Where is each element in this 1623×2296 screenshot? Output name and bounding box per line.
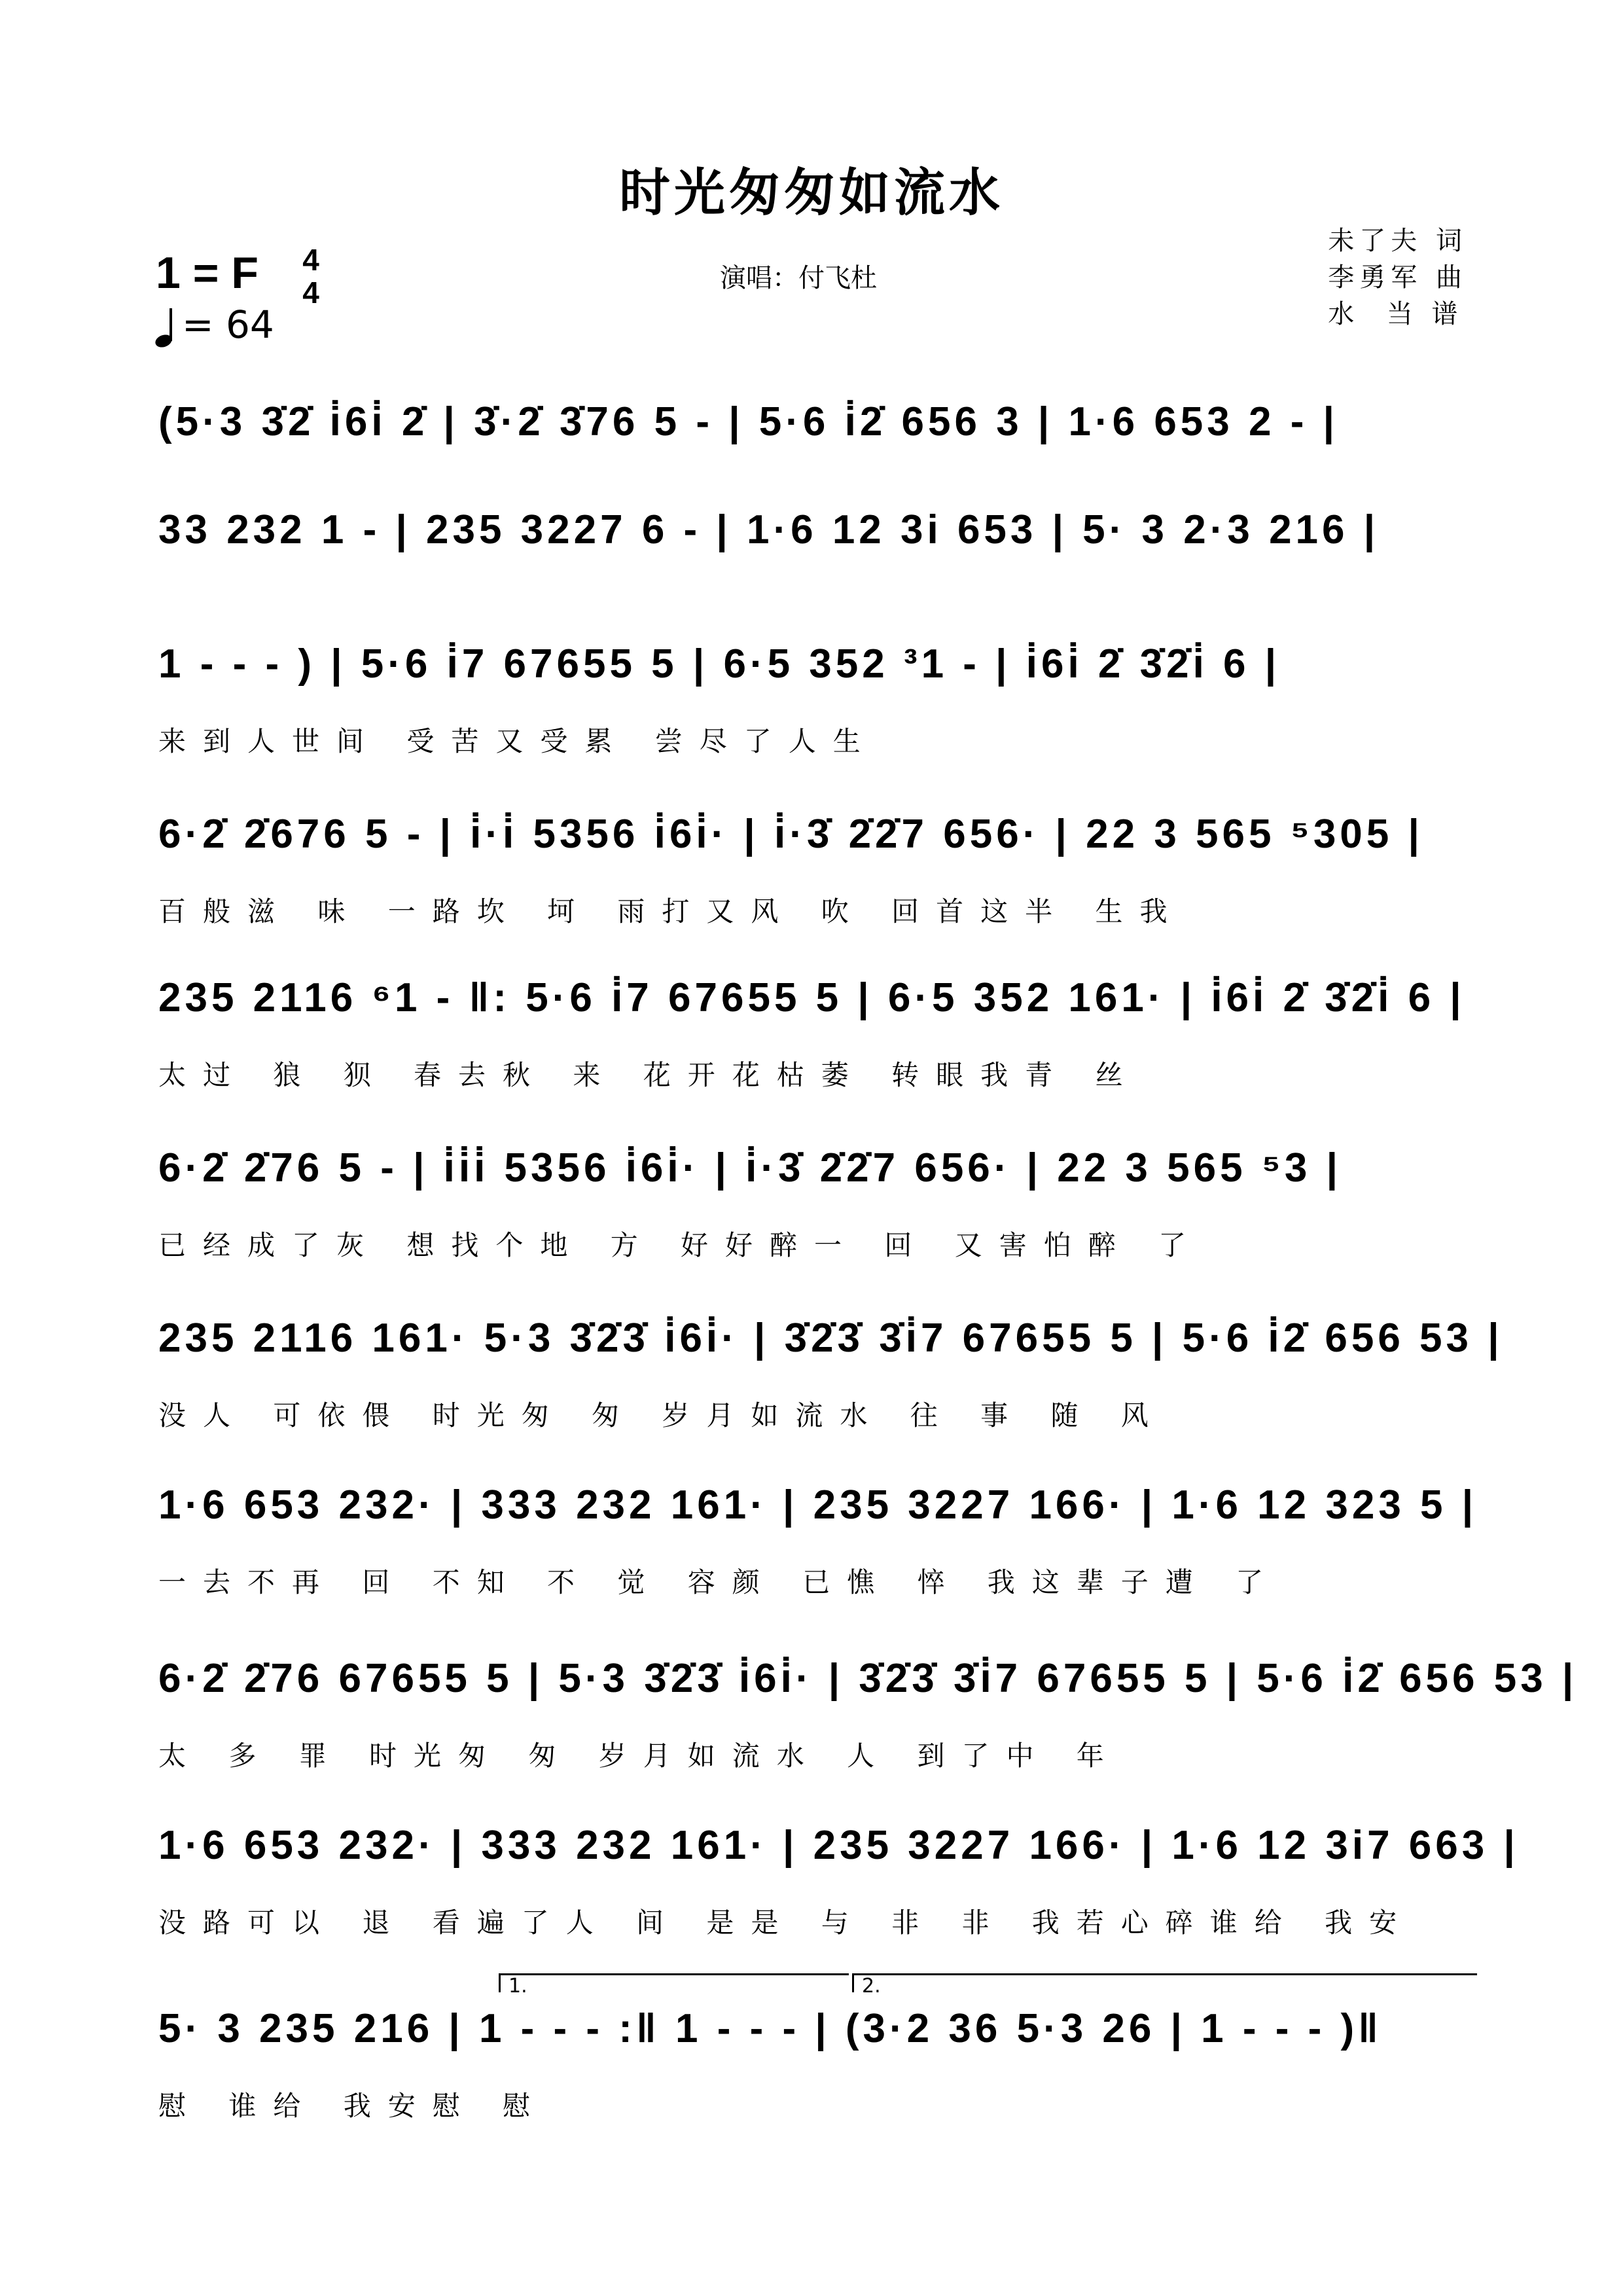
notation-line: 6·2̇ 2̇76 67655 5 | 5·3 3̇2̇3̇ i̇6i̇· | 3̇2̇3̇ 3̇i̇7 67655 5 | 5·6 i̇2̇ 656 53 |	[158, 1656, 1578, 1701]
lyric-line: 慰 谁给 我安慰 慰	[158, 2090, 548, 2122]
notation-line: 235 2116 161· 5·3 3̇2̇3̇ i̇6i̇· | 3̇2̇3̇ 3̇i̇7 67655 5 | 5·6 i̇2̇ 656 53 |	[158, 1316, 1503, 1361]
score-line	[152, 1302, 1503, 1431]
tempo-marking	[154, 302, 274, 348]
score-line	[152, 1975, 1467, 2122]
lyric-line: 百般滋 味 一路坎 坷 雨打又风 吹 回首这半 生我	[158, 895, 1185, 927]
score-line	[152, 1132, 1467, 1261]
key-signature: 1 = F	[156, 248, 259, 298]
lyric-line: 一去不再 回 不知 不 觉 容颜 已憔 悴 我这辈子遭 了	[158, 1566, 1281, 1598]
time-signature	[294, 243, 327, 309]
lyricist-credit: 未了夫 词	[1328, 226, 1467, 256]
notation-line: 1·6 653 232· | 333 232 161· | 235 3227 166· | 1·6 12 3i7 663 |	[158, 1823, 1519, 1868]
notation-line: 1·6 653 232· | 333 232 161· | 235 3227 166· | 1·6 12 323 5 |	[158, 1482, 1478, 1528]
quarter-note-icon	[154, 307, 177, 348]
notation-line: 1 - - - ) | 5·6 i̇7 67655 5 | 6·5 352 ³1 - | i̇6i̇ 2̇ 3̇2̇i̇ 6 |	[158, 641, 1281, 687]
notation-line: 5· 3 235 216 | 1 - - - :‖ 1 - - - | (3·2 36 5·3 26 | 1 - - - )‖	[158, 2006, 1382, 2051]
score-line	[152, 386, 1467, 504]
transcriber-credit: 水 当 谱	[1328, 299, 1463, 329]
lyric-line: 没人 可依偎 时光匆 匆 岁月如流水 往 事 随 风	[158, 1399, 1166, 1431]
singer-credit: 演唱：付飞杜	[720, 263, 877, 293]
score-line	[152, 1643, 1578, 1772]
tempo-value: = 64	[182, 302, 274, 347]
lyric-line: 来到人世间 受苦又受累 尝尽了人生	[158, 725, 878, 757]
volta-bracket-2: 2.	[852, 1973, 1477, 1992]
lyric-line: 太 多 罪 时光匆 匆 岁月如流水 人 到了中 年	[158, 1740, 1121, 1772]
song-title: 时光匆匆如流水	[618, 164, 1004, 223]
lyric-line: 没路可以 退 看遍了人 间 是是 与 非 非 我若心碎谁给 我安	[158, 1907, 1414, 1939]
time-signature-top: 4	[302, 243, 319, 277]
lyric-line: 已经成了灰 想找个地 方 好好醉一 回 又害怕醉 了	[158, 1229, 1204, 1261]
score-line	[152, 1810, 1519, 1939]
score-line	[152, 1469, 1478, 1598]
notation-line: 6·2̇ 2̇76 5 - | i̇i̇i̇ 5356 i̇6i̇· | i̇·3̇ 2̇2̇7 656· | 22 3 565 ⁵3 |	[158, 1145, 1342, 1191]
notation-line: 235 2116 ⁶1 - ‖: 5·6 i̇7 67655 5 | 6·5 352 161· | i̇6i̇ 2̇ 3̇2̇i̇ 6 |	[158, 975, 1465, 1020]
composer-credit: 李勇军 曲	[1328, 262, 1467, 293]
credits-block	[1328, 223, 1467, 332]
notation-line: 33 232 1 - | 235 3227 6 - | 1·6 12 3i 653 | 5· 3 2·3 216 |	[158, 507, 1380, 552]
volta-bracket-1: 1.	[499, 1973, 849, 1992]
score-line	[152, 798, 1467, 927]
lyric-line: 太过 狼 狈 春去秋 来 花开花枯萎 转眼我青 丝	[158, 1059, 1140, 1091]
score-line	[152, 628, 1467, 757]
score-line	[152, 962, 1467, 1091]
score-line	[152, 494, 1467, 612]
time-signature-bottom: 4	[302, 276, 319, 310]
notation-line: 6·2̇ 2̇676 5 - | i̇·i̇ 5356 i̇6i̇· | i̇·3̇ 2̇2̇7 656· | 22 3 565 ⁵305 |	[158, 812, 1423, 857]
notation-line: (5·3 3̇2̇ i̇6i̇ 2̇ | 3̇·2̇ 3̇76 5 - | 5·6 i̇2̇ 656 3 | 1·6 653 2 - |	[158, 399, 1338, 444]
